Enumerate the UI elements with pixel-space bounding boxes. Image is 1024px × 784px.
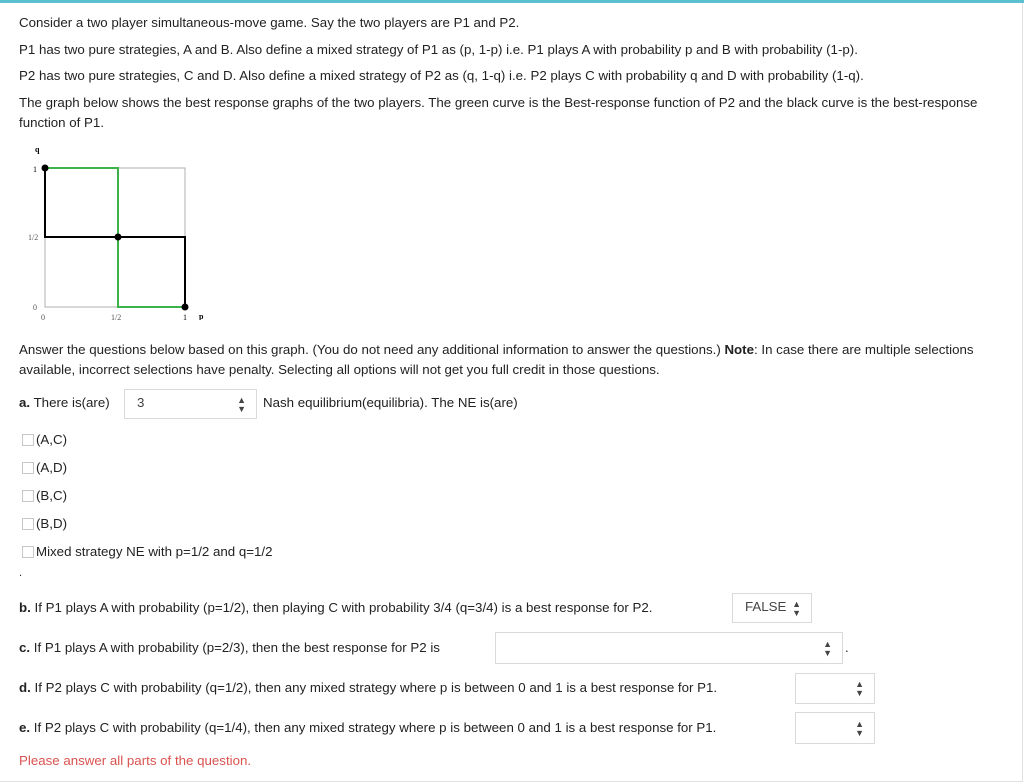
intro-line-2: P1 has two pure strategies, A and B. Also define a mixed strategy of P1 as (p, 1-p) i.e. P1 plays A with probability p and B with probability (1-p). [19,42,858,57]
x-tick-0: 0 [41,313,45,320]
x-tick-1: 1 [183,313,187,320]
ne-point-center [115,234,122,241]
intro-line-4: The graph below shows the best response graphs of the two players. The green curve is the Best-response function of P2 and the black curve is the best-response function of P1. [19,95,978,130]
checkbox[interactable] [22,518,34,530]
ne-point-bottom-right [182,304,189,311]
question-d-select[interactable] [795,673,875,704]
chevron-updown-icon: ▲ ▼ [792,599,801,618]
question-e: e. If P2 plays C with probability (q=1/4), then any mixed strategy where p is between 0 and 1 is a best response for P1. [19,720,717,735]
question-c-select[interactable] [495,632,843,664]
option-bc[interactable]: (B,C) [22,488,67,503]
chevron-updown-icon: ▲ ▼ [855,679,864,698]
option-mixed-ne[interactable]: Mixed strategy NE with p=1/2 and q=1/2 [22,544,273,559]
option-ad[interactable]: (A,D) [22,460,67,475]
checkbox[interactable] [22,546,34,558]
y-tick-1: 1 [33,165,37,174]
error-message: Please answer all parts of the question. [19,753,252,768]
y-axis-label: q [35,145,40,154]
option-ac[interactable]: (A,C) [22,432,67,447]
question-b-select[interactable]: FALSE ▲ ▼ [732,593,812,623]
chevron-updown-icon: ▲ ▼ [855,719,864,738]
ne-count-select[interactable]: 3 ▲ ▼ [124,389,257,419]
chevron-updown-icon: ▲ ▼ [823,639,832,658]
question-a-trailing: Nash equilibrium(equilibria). The NE is(are) [263,395,518,410]
stray-dot: . [19,567,23,579]
question-c: c. If P1 plays A with probability (p=2/3), then the best response for P2 is [19,640,440,655]
intro-line-3: P2 has two pure strategies, C and D. Also define a mixed strategy of P2 as (q, 1-q) i.e. P2 plays C with probability q and D with probability (1-q). [19,68,864,83]
best-response-graph [22,140,222,320]
intro-line-1: Consider a two player simultaneous-move game. Say the two players are P1 and P2. [19,15,520,30]
y-tick-0: 0 [33,303,37,312]
option-bd[interactable]: (B,D) [22,516,67,531]
checkbox[interactable] [22,434,34,446]
question-b: b. If P1 plays A with probability (p=1/2), then playing C with probability 3/4 (q=3/4) is a best response for P2. [19,600,653,615]
question-d: d. If P2 plays C with probability (q=1/2), then any mixed strategy where p is between 0 and 1 is a best response for P1. [19,680,718,695]
instructions: Answer the questions below based on this graph. (You do not need any additional information to answer the questions.) Note: In case there are multiple selections available, incorrect selections have penalty. Selecting all options will not get you full credit in those questions. [19,342,974,377]
chevron-updown-icon: ▲ ▼ [237,395,246,414]
question-c-trailing-dot: . [845,640,849,655]
x-axis-label: p [199,312,204,320]
y-tick-half: 1/2 [28,233,39,242]
ne-point-top-left [42,165,49,172]
x-tick-half: 1/2 [111,313,122,320]
checkbox[interactable] [22,490,34,502]
question-e-select[interactable] [795,712,875,744]
checkbox[interactable] [22,462,34,474]
question-a-label: a. There is(are) [19,395,110,410]
